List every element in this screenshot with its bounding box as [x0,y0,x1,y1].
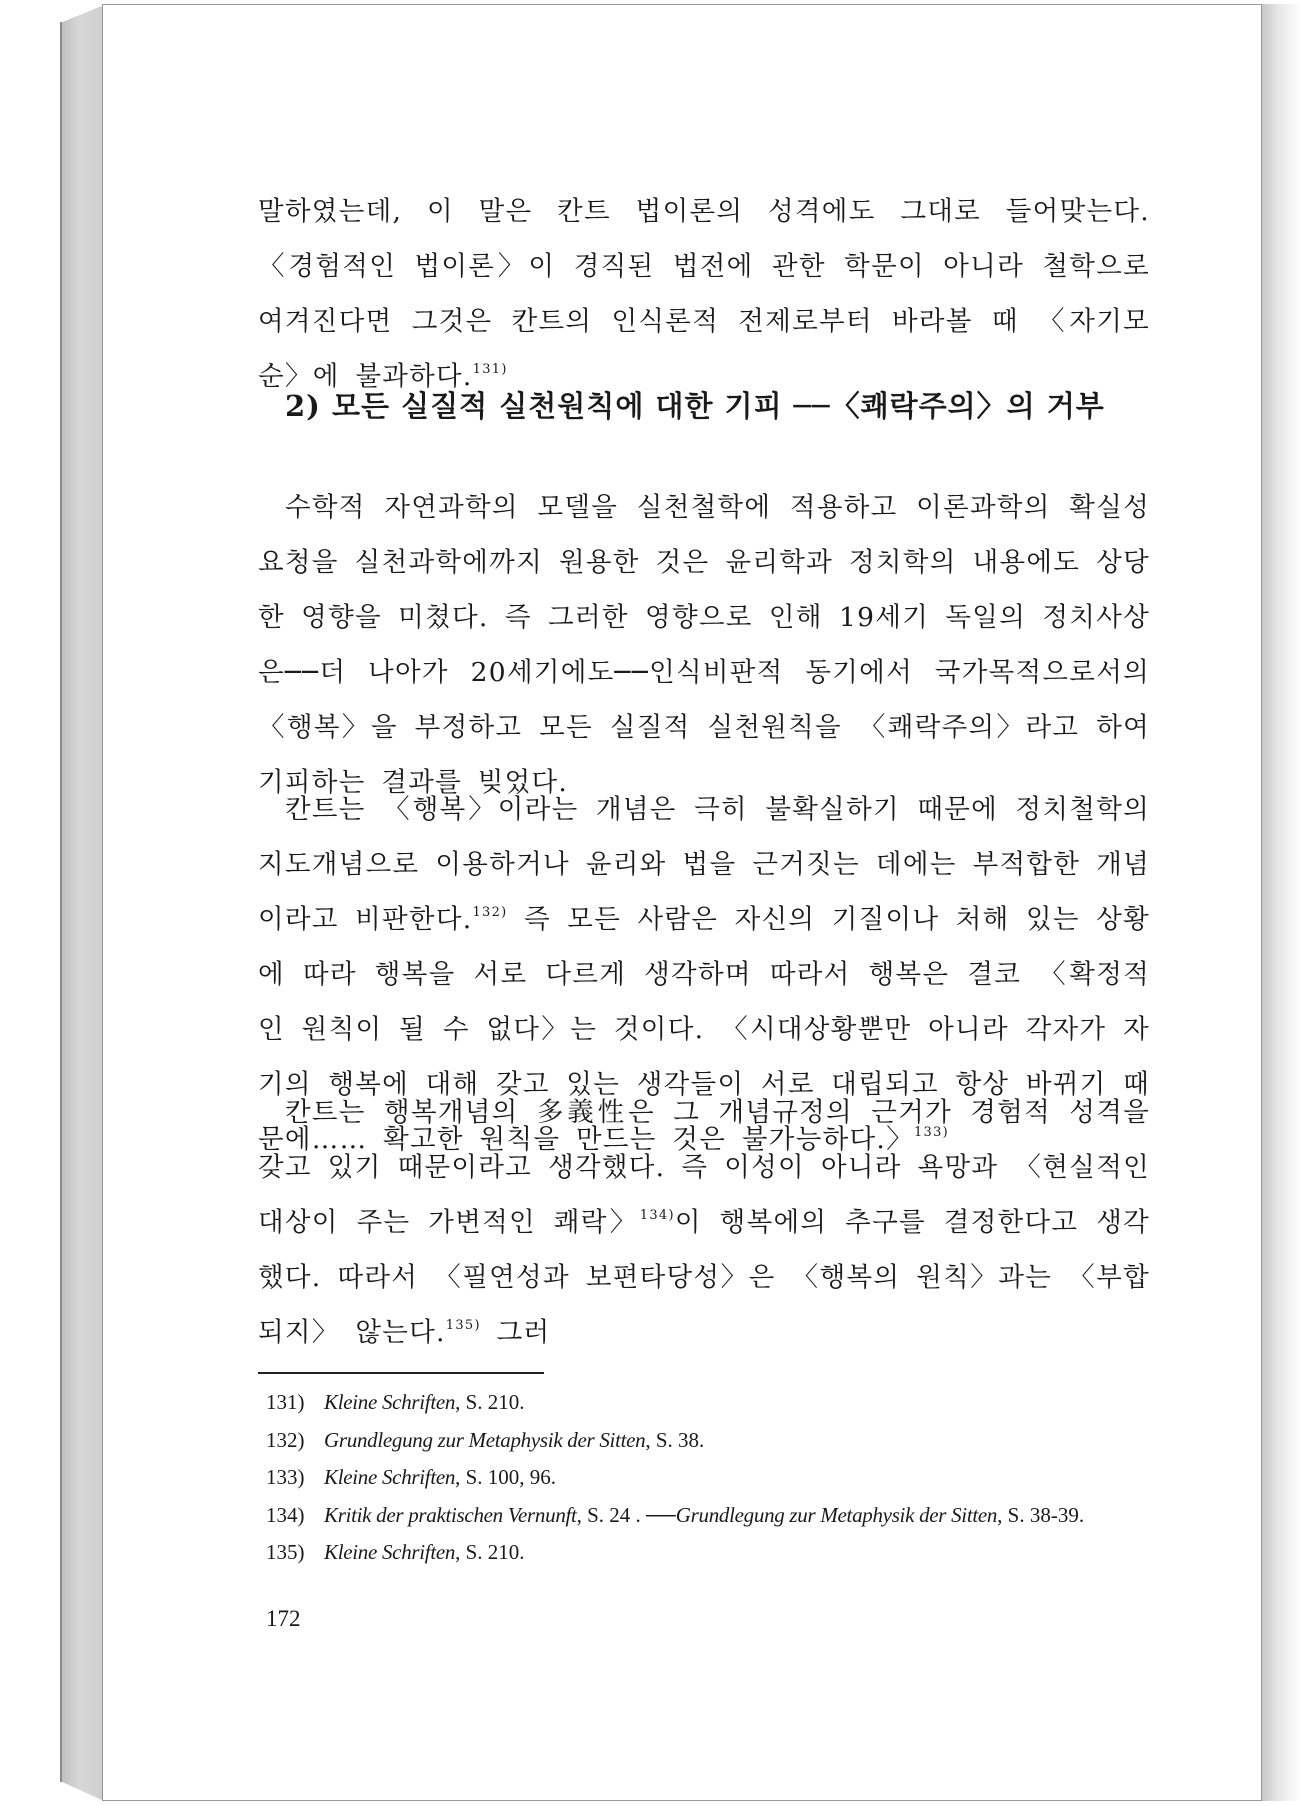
section-heading: 2) 모든 실질적 실천원칙에 대한 기피 ──〈쾌락주의〉의 거부 [285,389,1105,423]
footnote-ref-134: 134) [639,1208,675,1223]
page-edge-shadow [1262,4,1301,1801]
footnote-title: Kleine Schriften [324,1465,456,1489]
footnote-132 [266,1422,1166,1460]
paragraph-4-text-b: 이 행복에의 추구를 결정한다고 생각했다. 따라서 〈필연성과 보편타당성〉은 〈행복의 원칙〉과는 〈부합되지〉 않는다. [258,1207,1150,1348]
paragraph-1 [258,184,1150,404]
footnote-ref-133: 133) [913,1125,950,1140]
footnote-divider [258,1372,544,1374]
paragraph-4-text-a: 칸트는 행복개념의 多義性은 그 개념규정의 근거가 경험적 성격을 갖고 있기 때문이라고 생각했다. 즉 이성이 아니라 욕망과 〈현실적인 대상이 주는 가변적인 쾌락〉 [258,1097,1150,1238]
footnote-number: 135) [266,1540,305,1564]
book-spine-edge [60,22,62,1782]
footnotes [266,1384,1166,1572]
paragraph-1-text: 말하였는데, 이 말은 칸트 법이론의 성격에도 그대로 들어맞는다. 〈경험적인 법이론〉이 경직된 법전에 관한 학문이 아니라 철학으로 여겨진다면 그것은 칸트의 인식론적 전제로부터 바라볼 때 〈자기모순〉에 불과하다. [258,196,1150,392]
book-spine [60,5,104,1801]
footnote-page: , S. 24 . ── [576,1502,676,1527]
paragraph-2: 수학적 자연과학의 모델을 실천철학에 적용하고 이론과학의 확실성 요청을 실천과학에까지 원용한 것은 윤리학과 정치학의 내용에도 상당한 영향을 미쳤다. 즉 그러한 영향으로 인해 19세기 독일의 정치사상은──더 나아가 20세기에도──인식비판적 동기에서 국가목적으로서의 〈행복〉을 부정하고 모든 실질적 실천원칙을 〈쾌락주의〉라고 하여 기피하는 결과를 빚었다. [258,492,1150,798]
footnote-ref-131: 131) [472,362,508,377]
footnote-page: , S. 210. [455,1540,525,1564]
footnote-131 [266,1384,1166,1422]
footnote-ref-132: 132) [472,905,508,920]
paragraph-3-text-a: 칸트는 〈행복〉이라는 개념은 극히 불확실하기 때문에 정치철학의 지도개념으로 이용하거나 윤리와 법을 근거짓는 데에는 부적합한 개념이라고 비판한다. [258,794,1150,935]
paragraph-3-text-b: 즉 모든 사람은 자신의 기질이나 처해 있는 상황에 따라 행복을 서로 다르게 생각하며 따라서 행복은 결코 〈확정적인 원칙이 될 수 없다〉는 것이다. 〈시대상황뿐만 아니라 각자가 자기의 행복에 대해 갖고 있는 생각들이 서로 대립되고 항상 바뀌기 때문에…… 확고한 원칙을 만드는 것은 불가능하다.〉 [258,904,1150,1155]
footnote-title-2: Grundlegung zur Metaphysik der Sitten [675,1502,998,1527]
footnote-135 [266,1534,1166,1572]
paragraph-4 [258,1085,1150,1360]
footnote-page: , S. 210. [455,1390,525,1414]
footnote-133 [266,1459,1166,1497]
footnote-page: , S. 38. [645,1427,705,1452]
footnote-134 [266,1497,1166,1535]
footnote-title: Kleine Schriften [324,1540,456,1564]
footnote-ref-135: 135) [445,1318,481,1333]
footnote-title: Kritik der praktischen Vernunft [324,1502,577,1527]
footnote-title: Grundlegung zur Metaphysik der Sitten [324,1427,646,1452]
footnote-page-2: , S. 38-39. [997,1502,1085,1527]
footnote-number: 134) [266,1502,305,1527]
page-number: 172 [266,1606,301,1631]
footnote-number: 132) [266,1427,305,1452]
paragraph-4-text-c: 그러 [480,1317,551,1348]
footnote-page: , S. 100, 96. [455,1465,557,1489]
footnote-number: 131) [266,1390,305,1414]
footnote-title: Kleine Schriften [324,1390,456,1414]
footnote-number: 133) [266,1465,305,1489]
